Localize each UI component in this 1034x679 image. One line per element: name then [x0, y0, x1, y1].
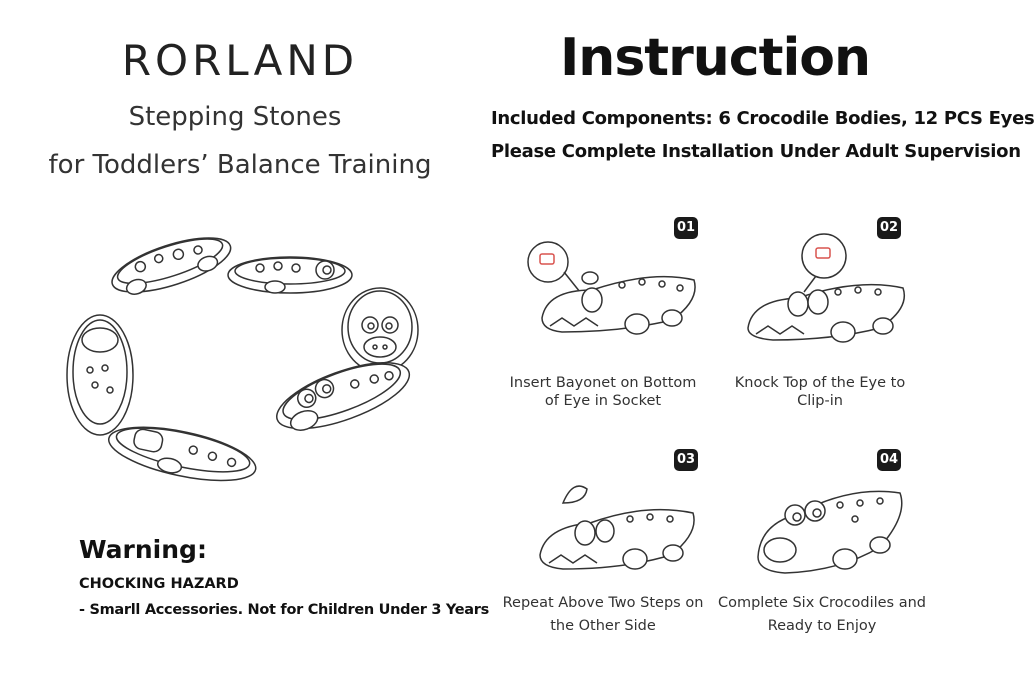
- step-03-caption: [493, 592, 713, 638]
- warning-hazard: CHOCKING HAZARD: [79, 576, 239, 592]
- eye-cap-icon: [563, 486, 587, 503]
- step-02-caption-line1: Knock Top of the Eye to: [734, 375, 906, 391]
- product-subtitle-line2: for Toddlers’ Balance Training: [48, 150, 432, 180]
- step-04-caption-line1: Complete Six Crocodiles and: [717, 595, 927, 611]
- crocodile-icon: [67, 315, 133, 435]
- step-01-caption-line2: of Eye in Socket: [544, 393, 662, 409]
- crocodile-icon: [342, 288, 418, 372]
- crocodile-icon: [106, 227, 236, 303]
- eye-cap-icon: [582, 272, 598, 284]
- step-badge-03: 03: [674, 449, 698, 471]
- step-03-caption-line2: the Other Side: [550, 618, 656, 634]
- step-badge-01: 01: [674, 217, 698, 239]
- warning-heading: Warning:: [79, 535, 207, 564]
- step-badge-02: 02: [877, 217, 901, 239]
- step-01-illustration: [522, 240, 702, 350]
- step-02-illustration: [738, 230, 918, 355]
- crocodile-icon: [269, 349, 417, 442]
- step-04-caption-line2: Ready to Enjoy: [767, 618, 877, 634]
- product-subtitle-line1: Stepping Stones: [128, 102, 342, 132]
- step-04-caption: [712, 592, 932, 638]
- step-03-caption-line1: Repeat Above Two Steps on: [502, 595, 704, 611]
- step-badge-04: 04: [877, 449, 901, 471]
- included-components: Included Components: 6 Crocodile Bodies, 12 PCS Eyes: [491, 108, 1034, 129]
- step-01-caption: [493, 374, 713, 410]
- step-02-caption: [710, 374, 930, 410]
- supervision-note: Please Complete Installation Under Adult Supervision: [491, 141, 1021, 162]
- step-04-illustration: [750, 475, 910, 585]
- step-01-caption-line1: Insert Bayonet on Bottom: [509, 375, 697, 391]
- step-02-caption-line2: Clip-in: [797, 393, 843, 409]
- warning-detail: - Smarll Accessories. Not for Children Under 3 Years: [79, 602, 489, 618]
- instruction-title: Instruction: [559, 28, 871, 88]
- crocodile-icon: [104, 417, 260, 491]
- crocodile-ring-illustration: [55, 245, 425, 485]
- crocodile-icon: [228, 257, 352, 293]
- brand-name: RORLAND: [121, 36, 359, 85]
- step-03-illustration: [535, 475, 700, 585]
